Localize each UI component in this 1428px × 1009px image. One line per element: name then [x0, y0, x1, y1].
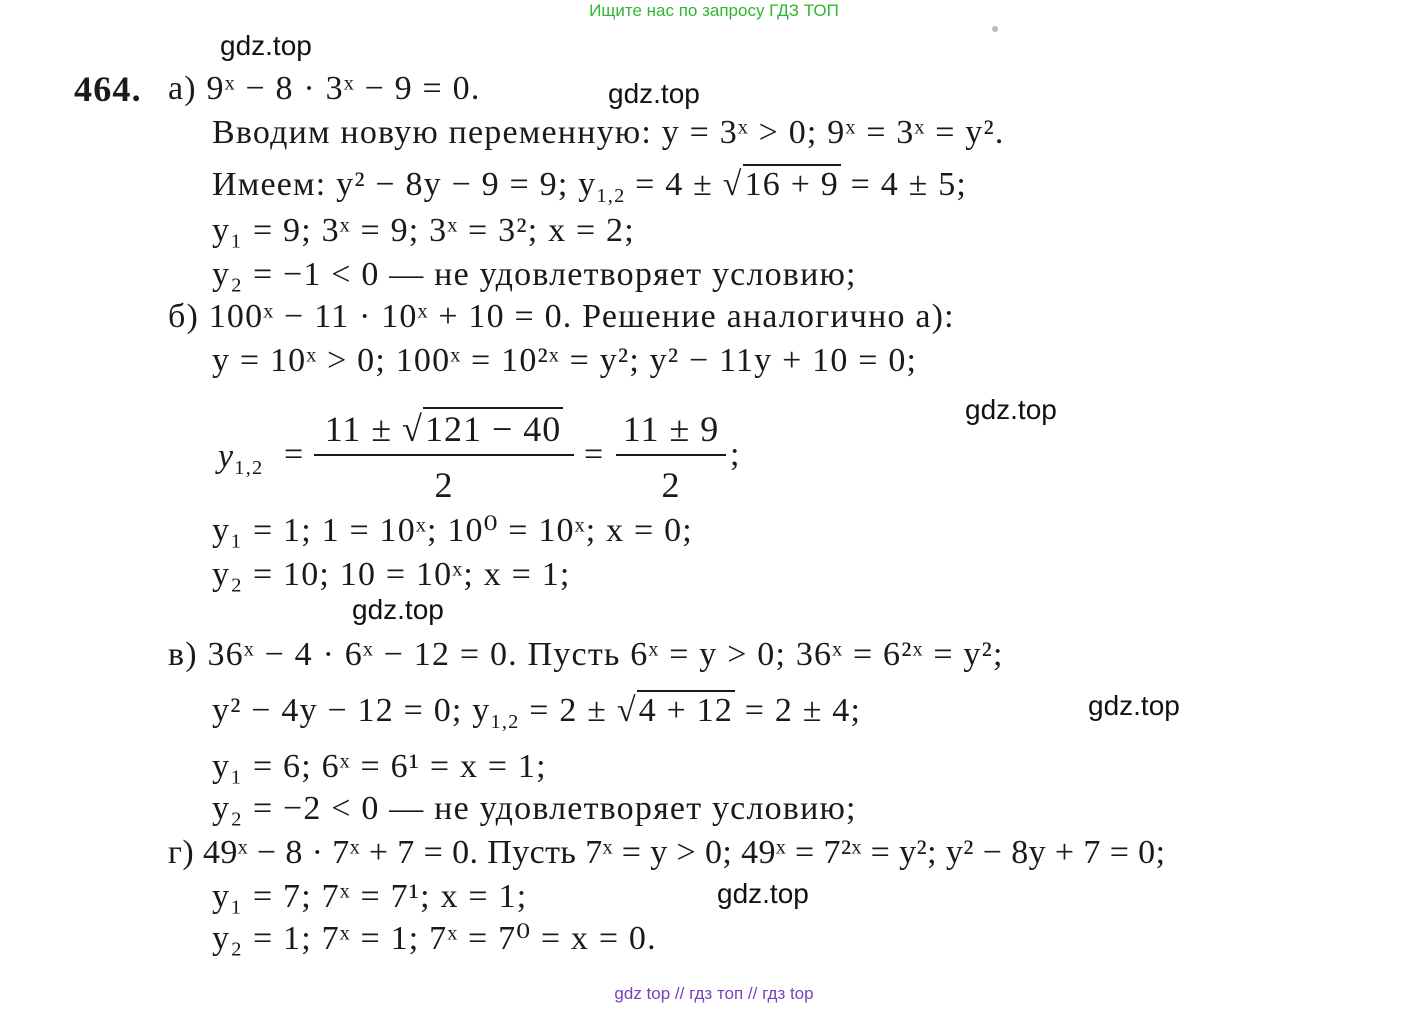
part-v-line-2: y² − 4y − 12 = 0; $y_{1,2} = 2 \pm √4 + 12 = 2 \pm 4$;	[212, 692, 862, 734]
part-b-fraction-2-numerator: 11 ± 9	[622, 409, 720, 449]
part-g-line-3: y₂ = 1; 7ˣ = 1; 7ˣ = 7⁰ = x = 0.	[212, 920, 657, 957]
part-a-line3-root: 16 + 9	[744, 166, 839, 203]
part-a-equation-line	[168, 70, 481, 108]
part-b-fraction-1-prefix: 11 ±	[324, 409, 403, 449]
part-a-line-3: Имеем: y² − 8y − 9 = 9; $y_{1,2} = 4 \pm √16 + 9 = 4 \pm 5$;	[212, 166, 968, 208]
part-a-line3-mid: = 4 ±	[625, 166, 723, 203]
part-a-equation: 9ˣ − 8 · 3ˣ − 9 = 0.	[206, 70, 481, 107]
part-v-label: в)	[168, 636, 198, 673]
watermark: gdz.top	[717, 878, 809, 909]
part-b-label: б)	[168, 298, 200, 335]
part-a-line3-end: = 4 ± 5;	[840, 166, 968, 203]
part-g-line-2: y₁ = 7; 7ˣ = 7¹; x = 1;	[212, 878, 528, 915]
part-b-y12-symbol: y	[218, 438, 235, 475]
part-g-equation: 49ˣ − 8 · 7ˣ + 7 = 0. Пусть 7ˣ = y > 0; 49ˣ = 7²ˣ = y²; y² − 8y + 7 = 0;	[202, 834, 1166, 871]
part-b-equals-1: =	[284, 436, 305, 473]
part-g-label: г)	[168, 834, 195, 871]
speck-dot	[992, 26, 998, 32]
watermark: gdz.top	[352, 594, 444, 625]
part-b-fraction-1-numerator: 11 ± √121 − 40	[324, 409, 562, 449]
part-b-fraction-2-denominator: 2	[661, 465, 681, 505]
search-hint-banner: Ищите нас по запросу ГДЗ ТОП	[589, 1, 839, 20]
watermark: gdz.top	[220, 30, 312, 61]
part-b-line-2: y = 10ˣ > 0; 100ˣ = 10²ˣ = y²; y² − 11y + 10 = 0;	[212, 342, 918, 379]
part-b-line-4: y₁ = 1; 1 = 10ˣ; 10⁰ = 10ˣ; x = 0;	[212, 512, 693, 549]
part-v-line2-prefix: y² − 4y − 12 = 0; y	[212, 692, 491, 729]
part-b-semicolon: ;	[730, 436, 741, 473]
watermark: gdz.top	[965, 394, 1057, 425]
part-a-line-2: Вводим новую переменную: y = 3ˣ > 0; 9ˣ = 3ˣ = y².	[212, 114, 1005, 151]
watermark: gdz.top	[608, 78, 700, 109]
part-a-label: а)	[168, 70, 197, 107]
part-v-line-3: y₁ = 6; 6ˣ = 6¹ = x = 1;	[212, 748, 547, 785]
part-v-equation: 36ˣ − 4 · 6ˣ − 12 = 0. Пусть 6ˣ = y > 0; 36ˣ = 6²ˣ = y²;	[207, 636, 1004, 673]
problem-number: 464.	[74, 69, 142, 109]
part-v-equation-line	[168, 636, 1004, 674]
part-b-fraction-2	[616, 408, 726, 506]
part-g-equation-line	[168, 834, 1165, 872]
part-b-y12	[218, 438, 264, 480]
part-b-fraction-1-root: 121 − 40	[424, 409, 562, 449]
part-b-equation-line	[168, 298, 955, 336]
part-b-y12-subscript: 1,2	[234, 457, 264, 480]
part-b-fraction-1	[314, 408, 574, 506]
part-a-line3-subscript: 1,2	[596, 185, 626, 208]
part-b-equals-2: =	[584, 436, 605, 473]
part-v-line2-subscript: 1,2	[490, 711, 520, 734]
part-b-equation: 100ˣ − 11 · 10ˣ + 10 = 0. Решение аналогично а):	[208, 298, 955, 335]
part-a-line-4: y₁ = 9; 3ˣ = 9; 3ˣ = 3²; x = 2;	[212, 212, 635, 249]
part-b-fraction-1-denominator: 2	[434, 465, 454, 505]
part-a-line-5: y₂ = −1 < 0 — не удовлетворяет условию;	[212, 256, 857, 293]
part-v-line-4: y₂ = −2 < 0 — не удовлетворяет условию;	[212, 790, 857, 827]
watermark: gdz.top	[1088, 690, 1180, 721]
footer-note: gdz top // гдз топ // гдз top	[614, 984, 814, 1003]
part-v-line2-end: = 2 ± 4;	[735, 692, 862, 729]
part-v-line2-mid: = 2 ±	[519, 692, 617, 729]
part-a-line3-prefix: Имеем: y² − 8y − 9 = 9; y	[212, 166, 597, 203]
part-v-line2-root: 4 + 12	[638, 692, 734, 729]
part-b-line-5: y₂ = 10; 10 = 10ˣ; x = 1;	[212, 556, 571, 593]
